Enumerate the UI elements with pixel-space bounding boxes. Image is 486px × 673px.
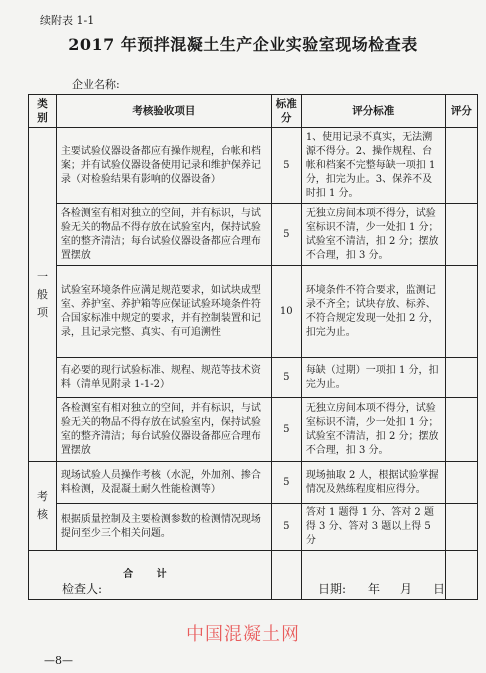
total-score-cell[interactable] bbox=[271, 551, 301, 600]
standard-cell: 现场抽取 2 人，根据试验掌握情况及熟练程度相应得分。 bbox=[301, 462, 445, 504]
site-watermark: 中国混凝土网 bbox=[186, 624, 300, 645]
points-cell[interactable] bbox=[445, 358, 477, 398]
item-cell: 试验室环境条件应满足规范要求，如试块成型室、养护室、养护箱等应保证试验环境条件符合国家标准中规定的要求，并有控制装置和记录，且记录完整、真实、有可追溯性 bbox=[56, 266, 271, 358]
header-score: 标准分 bbox=[271, 95, 301, 128]
item-cell: 各检测室有相对独立的空间，并有标识，与试验无关的物品不得存放在试验室内，保持试验室的整齐清洁；每台试验仪器设备都应合理布置摆放 bbox=[56, 398, 271, 462]
table-row bbox=[29, 504, 478, 551]
standard-cell: 1、使用记录不真实，无法溯源不得分。2、操作规程、台帐和档案不完整每缺一项扣 1 分，扣完为止。3、保养不及时扣 1 分。 bbox=[301, 128, 445, 204]
item-cell: 现场试验人员操作考核（水泥，外加剂、掺合料检测，及混凝土耐久性能检测等） bbox=[56, 462, 271, 504]
score-cell: 5 bbox=[271, 204, 301, 266]
standard-cell: 每缺（过期）一项扣 1 分，扣完为止。 bbox=[301, 358, 445, 398]
item-cell: 根据质量控制及主要检测参数的检测情况现场提问至少三个相关问题。 bbox=[56, 504, 271, 551]
standard-cell: 无独立房间本项不得分，试验室标识不清，少一处扣 1 分；试验室不清洁，扣 2 分；摆放不合理，扣 3 分。 bbox=[301, 204, 445, 266]
score-cell: 5 bbox=[271, 128, 301, 204]
page-title: 2017 年预拌混凝土生产企业实验室现场检查表 bbox=[68, 35, 418, 54]
table-row bbox=[29, 398, 478, 462]
points-cell[interactable] bbox=[445, 462, 477, 504]
table-row bbox=[29, 462, 478, 504]
standard-cell: 答对 1 题得 1 分、答对 2 题得 3 分、答对 3 题以上得 5 分 bbox=[301, 504, 445, 551]
item-cell: 有必要的现行试验标准、规程、规范等技术资料（清单见附录 1-1-2） bbox=[56, 358, 271, 398]
score-cell: 10 bbox=[271, 266, 301, 358]
total-points-cell[interactable] bbox=[445, 551, 477, 600]
year-label: 年 bbox=[368, 582, 381, 596]
score-cell: 5 bbox=[271, 504, 301, 551]
score-cell: 5 bbox=[271, 358, 301, 398]
item-cell: 主要试验仪器设备都应有操作规程，台帐和档案；并有试验仪器设备使用记录和维护保养记录（对检验结果有影响的仪器设备） bbox=[56, 128, 271, 204]
standard-cell: 环境条件不符合要求，监测记录不齐全；试块存放、标养、不符合规定发现一处扣 2 分，扣完为止。 bbox=[301, 266, 445, 358]
inspection-table bbox=[28, 94, 478, 600]
score-cell: 5 bbox=[271, 462, 301, 504]
table-row bbox=[29, 266, 478, 358]
item-cell: 各检测室有相对独立的空间，并有标识，与试验无关的物品不得存放在试验室内，保持试验室的整齐清洁；每台试验仪器设备都应合理布置摆放 bbox=[56, 204, 271, 266]
category-assessment: 考 核 bbox=[29, 462, 57, 551]
table-header-row bbox=[29, 95, 478, 128]
points-cell[interactable] bbox=[445, 266, 477, 358]
points-cell[interactable] bbox=[445, 504, 477, 551]
points-cell[interactable] bbox=[445, 204, 477, 266]
table-row bbox=[29, 204, 478, 266]
category-general: 一 般 项 bbox=[29, 128, 57, 462]
company-name-label: 企业名称: bbox=[72, 78, 120, 91]
table-row bbox=[29, 128, 478, 204]
day-label: 日 bbox=[433, 582, 446, 596]
table-row bbox=[29, 358, 478, 398]
inspector-label: 检查人: bbox=[62, 582, 103, 596]
header-item: 考核验收项目 bbox=[56, 95, 271, 128]
appendix-label: 续附表 1-1 bbox=[40, 14, 95, 27]
date-label: 日期: bbox=[318, 582, 347, 596]
page-number: —8— bbox=[44, 654, 73, 667]
month-label: 月 bbox=[400, 582, 413, 596]
standard-cell: 无独立房间本项不得分，试验室标识不清，少一处扣 1 分；试验室不清洁，扣 2 分；摆放不合理，扣 3 分。 bbox=[301, 398, 445, 462]
points-cell[interactable] bbox=[445, 398, 477, 462]
total-label: 合 计 bbox=[29, 551, 272, 600]
header-points: 评分 bbox=[445, 95, 477, 128]
score-cell: 5 bbox=[271, 398, 301, 462]
header-standard: 评分标准 bbox=[301, 95, 445, 128]
header-category: 类别 bbox=[29, 95, 57, 128]
points-cell[interactable] bbox=[445, 128, 477, 204]
